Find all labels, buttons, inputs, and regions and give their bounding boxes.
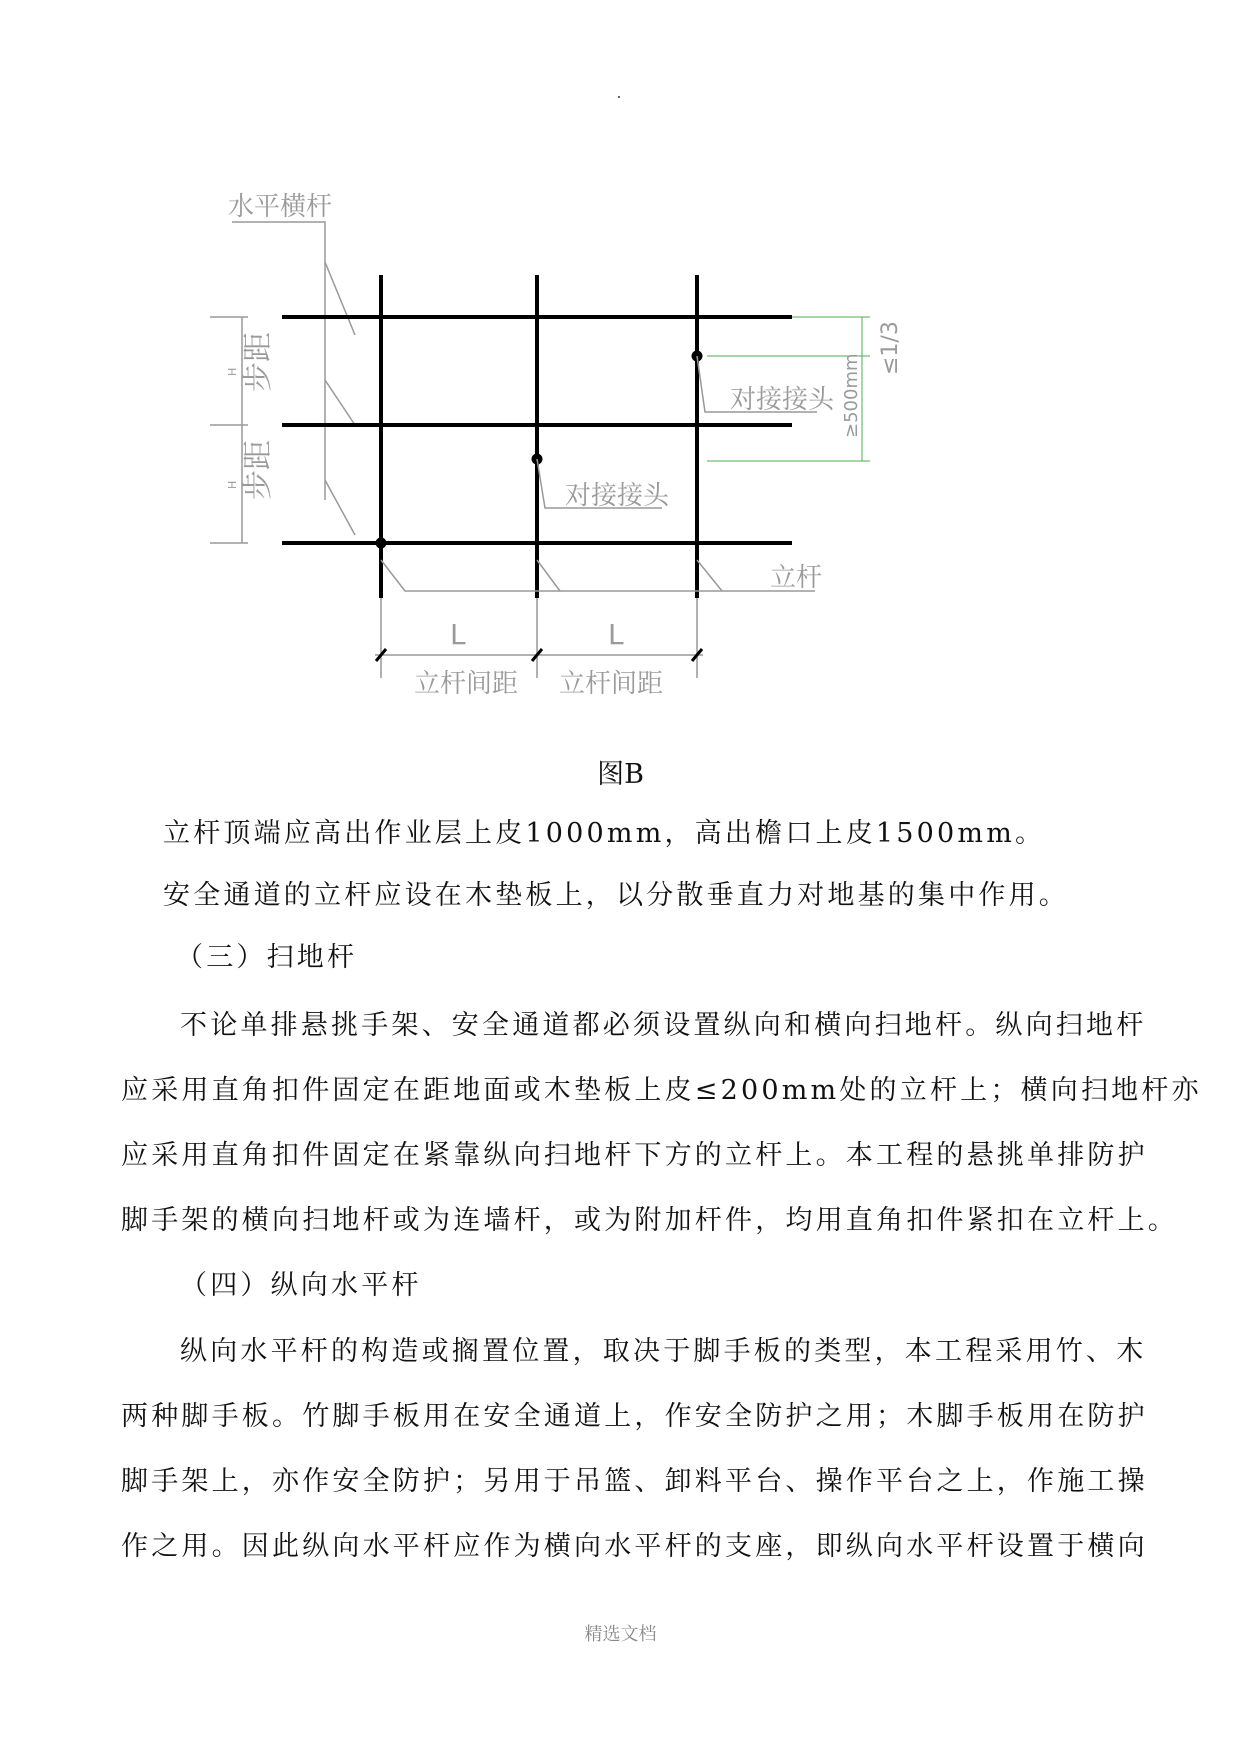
label-dim-top: ≤1/3 xyxy=(878,321,903,375)
label-h-bottom: H xyxy=(226,480,239,489)
body-line-9: 纵向水平杆的构造或搁置位置，取决于脚手板的类型，本工程采用竹、木 xyxy=(180,1336,1147,1367)
scaffold-diagram xyxy=(0,0,1241,740)
body-line-7: 脚手架的横向扫地杆或为连墙杆，或为附加杆件，均用直角扣件紧扣在立杆上。 xyxy=(121,1205,1178,1236)
label-span-left: L xyxy=(450,618,466,651)
joint-dot-left xyxy=(376,538,387,549)
body-line-10: 两种脚手板。竹脚手板用在安全通道上，作安全防护之用；木脚手板用在防护 xyxy=(121,1401,1148,1432)
label-span-right: L xyxy=(608,618,624,651)
section-heading-3: （三）扫地杆 xyxy=(176,942,358,973)
label-spacing-right: 立杆间距 xyxy=(559,669,664,699)
label-horizontal-bar: 水平横杆 xyxy=(228,192,333,222)
label-h-top: H xyxy=(226,367,239,376)
label-step-bottom: 步距 xyxy=(241,440,276,500)
label-joint-right: 对接接头 xyxy=(730,385,835,415)
page-footer: 精选文档 xyxy=(584,1624,657,1645)
body-line-4: 不论单排悬挑手架、安全通道都必须设置纵向和横向扫地杆。纵向扫地杆 xyxy=(180,1010,1147,1041)
label-dim-bottom: ≥500mm xyxy=(841,353,862,438)
body-line-2: 安全通道的立杆应设在木垫板上，以分散垂直力对地基的集中作用。 xyxy=(163,880,1069,911)
label-spacing-left: 立杆间距 xyxy=(414,669,519,699)
body-line-6: 应采用直角扣件固定在紧靠纵向扫地杆下方的立杆上。本工程的悬挑单排防护 xyxy=(121,1140,1148,1171)
label-pole: 立杆 xyxy=(770,563,823,593)
body-line-1: 立杆顶端应高出作业层上皮1000mm，高出檐口上皮1500mm。 xyxy=(163,818,1046,849)
bottom-dimension xyxy=(375,598,703,678)
body-line-12: 作之用。因此纵向水平杆应作为横向水平杆的支座，即纵向水平杆设置于横向 xyxy=(121,1531,1148,1562)
pole-leader xyxy=(381,560,815,591)
figure-caption: 图B xyxy=(597,759,644,790)
vertical-poles xyxy=(381,275,697,598)
label-joint-middle: 对接接头 xyxy=(565,481,670,511)
label-step-top: 步距 xyxy=(241,332,276,392)
section-heading-4: （四）纵向水平杆 xyxy=(180,1270,422,1301)
body-line-11: 脚手架上，亦作安全防护；另用于吊篮、卸料平台、操作平台之上，作施工操 xyxy=(121,1466,1148,1497)
body-line-5: 应采用直角扣件固定在距地面或木垫板上皮≤200mm处的立杆上；横向扫地杆亦 xyxy=(121,1075,1202,1106)
